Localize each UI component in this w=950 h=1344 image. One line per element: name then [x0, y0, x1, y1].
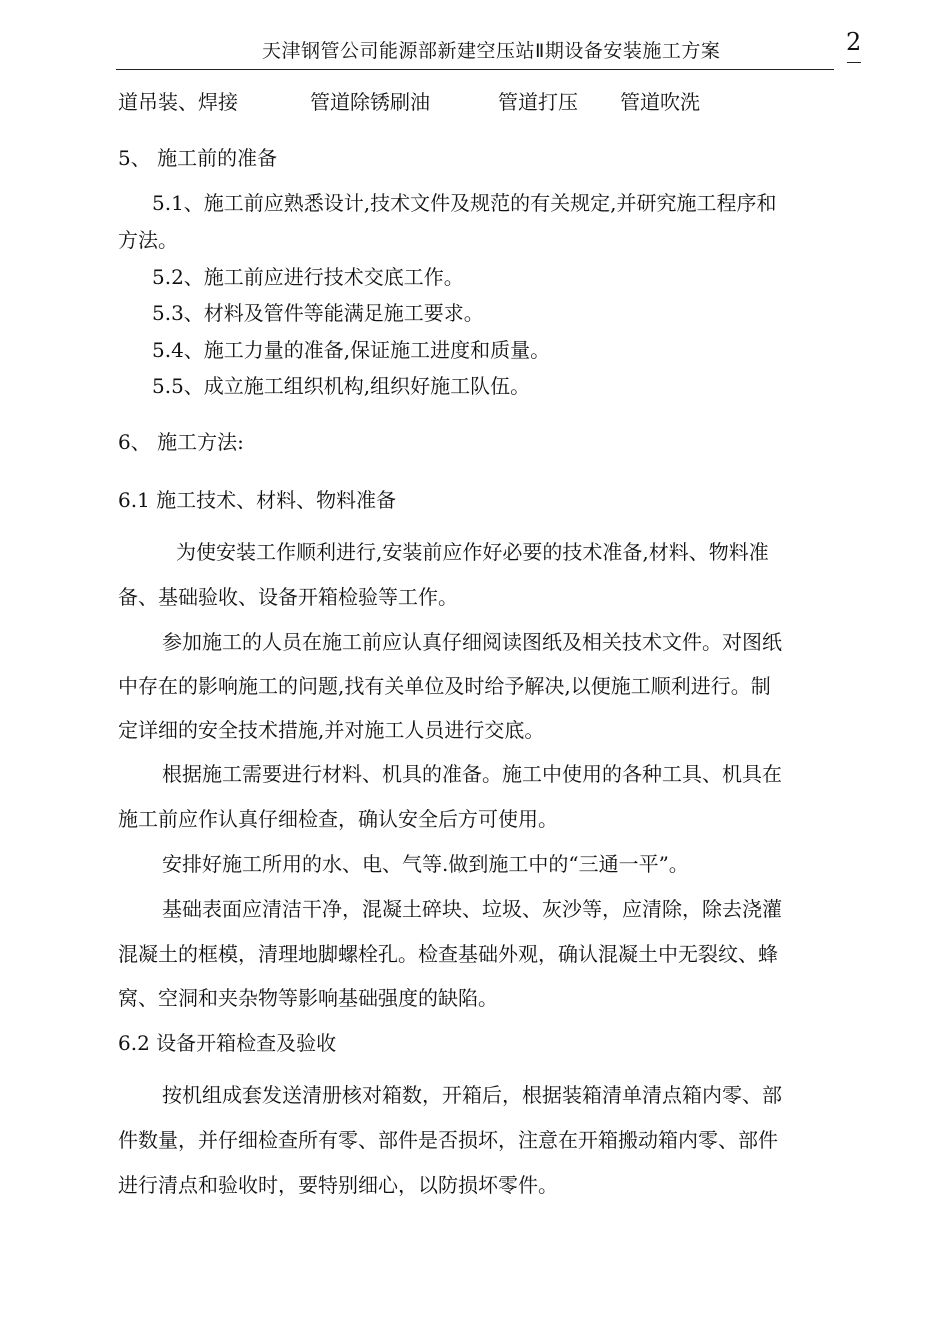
flow-item: 管道打压: [498, 90, 578, 114]
paragraph-line: 备、基础验收、设备开箱检验等工作。: [118, 585, 458, 609]
page-number-underline: [847, 62, 861, 63]
list-item: 5.2、施工前应进行技术交底工作。: [152, 265, 464, 289]
paragraph-line: 中存在的影响施工的问题,找有关单位及时给予解决,以便施工顺利进行。制: [118, 674, 771, 698]
paragraph-line: 进行清点和验收时，要特别细心，以防损坏零件。: [118, 1173, 558, 1197]
paragraph-line: 按机组成套发送清册核对箱数，开箱后，根据装箱清单清点箱内零、部: [162, 1083, 782, 1107]
flow-item: 道吊装、焊接: [118, 90, 238, 114]
paragraph-line: 窝、空洞和夹杂物等影响基础强度的缺陷。: [118, 986, 498, 1010]
section-heading: 5、 施工前的准备: [118, 146, 278, 170]
paragraph-line: 为使安装工作顺利进行,安装前应作好必要的技术准备,材料、物料准: [176, 540, 769, 564]
paragraph-line: 方法。: [118, 228, 178, 252]
list-item: 5.5、成立施工组织机构,组织好施工队伍。: [152, 374, 531, 398]
paragraph-line: 混凝土的框模，清理地脚螺栓孔。检查基础外观，确认混凝土中无裂纹、蜂: [118, 942, 778, 966]
paragraph-line: 定详细的安全技术措施,并对施工人员进行交底。: [118, 718, 545, 742]
section-heading: 6、 施工方法:: [118, 430, 244, 454]
page-header-title: 天津钢管公司能源部新建空压站Ⅱ期设备安装施工方案: [262, 40, 721, 62]
paragraph-line: 施工前应作认真仔细检查，确认安全后方可使用。: [118, 807, 558, 831]
paragraph-line: 5.1、施工前应熟悉设计,技术文件及规范的有关规定,并研究施工程序和: [152, 191, 777, 215]
flow-item: 管道除锈刷油: [310, 90, 430, 114]
subsection-heading: 6.2 设备开箱检查及验收: [118, 1031, 337, 1055]
paragraph-line: 安排好施工所用的水、电、气等.做到施工中的“三通一平”。: [162, 852, 689, 876]
paragraph-line: 基础表面应清洁干净，混凝土碎块、垃圾、灰沙等，应清除，除去浇灌: [162, 897, 782, 921]
flow-item: 管道吹洗: [620, 90, 700, 114]
list-item: 5.4、施工力量的准备,保证施工进度和质量。: [152, 338, 551, 362]
paragraph-line: 件数量，并仔细检查所有零、部件是否损坏，注意在开箱搬动箱内零、部件: [118, 1128, 778, 1152]
paragraph-line: 参加施工的人员在施工前应认真仔细阅读图纸及相关技术文件。对图纸: [162, 630, 782, 654]
list-item: 5.3、材料及管件等能满足施工要求。: [152, 301, 484, 325]
subsection-heading: 6.1 施工技术、材料、物料准备: [118, 488, 397, 512]
paragraph-line: 根据施工需要进行材料、机具的准备。施工中使用的各种工具、机具在: [162, 762, 782, 786]
header-divider: [116, 69, 834, 70]
page-number: 2: [846, 28, 862, 56]
